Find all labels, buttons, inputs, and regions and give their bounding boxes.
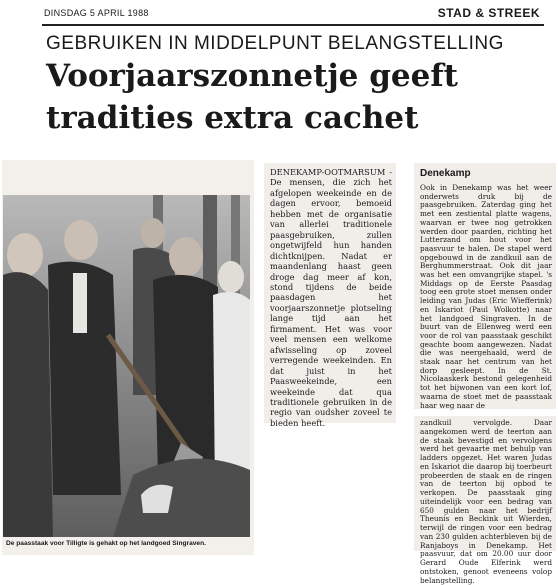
intro-text: DENEKAMP-OOTMARSUM - De mensen, die zich het afgelopen weekeinde en de dagen ervoor, bemoeid hebben met de organisatie van allerlei traditionele paasgebruiken, zullen ongetwijfeld hun handen dichtknijpen. Nadat er maandenlang haast geen droge dag meer af kon, stond tijdens de beide paasdagen het voorjaarszonnetje plotseling lange tijd aan het firmament. Het was voor veel mensen een welkome afwisseling op zoveel verregende weekeinden. En dat juist in het Paasweekeinde, een weekeinde dat qua traditionele gebruiken in de regio van oudsher zoveel te bieden heeft.	[270, 167, 392, 428]
headline-line-2: tradities extra cachet	[46, 100, 419, 136]
denekamp-text-bottom: zandkuil vervolgde. Daar aangekomen werd de teerton aan de staak bevestigd en vervolgens werd het gevaarte met behulp van ladders opgezet. Het waren Judas en Iskariot die daarop bij toerbeurt probeerden de staak en de ringen van de teerton bij opbod te verkopen. De paasstaak ging uiteindelijk voor een bedrag van 650 gulden naar het bedrijf Theunis en Beckink uit Wierden, terwijl de ringen voor een bedrag van 230 gulden achterbleven bij de Ranjaboys in Denekamp. Het paasvuur, dat om 20.00 uur door Gerard Oude Elferink werd ontstoken, genoot eveneens volop belangstelling.	[420, 418, 552, 585]
intro-column	[264, 163, 396, 428]
denekamp-text-top: Ook in Denekamp was het weer onderwets druk bij de paasgebruiken. Zaterdag ging het met een zestiental platte wagens, waarvan er twee nog getrokken werden door paarden, richting het Lutterzand om hout voor het paasvuur te halen. De stapel werd opgebouwd in de zandkuil aan de Berghummerstraat. Ook dit jaar was het een omvangrijke stapel. 's Middags op de Eerste Paasdag toog een grote stoet mensen onder leiding van Judas (Eric Wiefferink) en Iskariot (Paul Wolkotte) naar het landgoed Singraven. In de buurt van de Ellenweg werd een voor de rol van paasstaak geschikt geachte boom aangewezen. Nadat die was neergehaald, werd de staak naar het centrum van het dorp gesleept. In de St. Nicolaaskerk bestond gelegenheid tot het bijwonen van een kort lof, waarna de stoet met de paasstaak haar weg naar de	[420, 183, 552, 410]
masthead-area	[0, 0, 558, 150]
article-kicker: GEBRUIKEN IN MIDDELPUNT BELANGSTELLING	[46, 33, 504, 54]
news-photo	[3, 195, 250, 537]
denekamp-column-bottom	[414, 416, 556, 585]
article-headline	[46, 55, 546, 139]
denekamp-subhead: Denekamp	[420, 168, 471, 179]
issue-date: DINSDAG 5 APRIL 1988	[44, 8, 149, 18]
page-header-bar	[42, 6, 544, 26]
photo-caption: De paasstaak voor Tilligte is gehakt op het landgoed Singraven.	[6, 540, 206, 547]
headline-line-1: Voorjaarszonnetje geeft	[46, 58, 458, 94]
photo-illustration	[3, 195, 250, 537]
section-title: STAD & STREEK	[437, 6, 540, 20]
denekamp-column-top	[414, 163, 556, 409]
